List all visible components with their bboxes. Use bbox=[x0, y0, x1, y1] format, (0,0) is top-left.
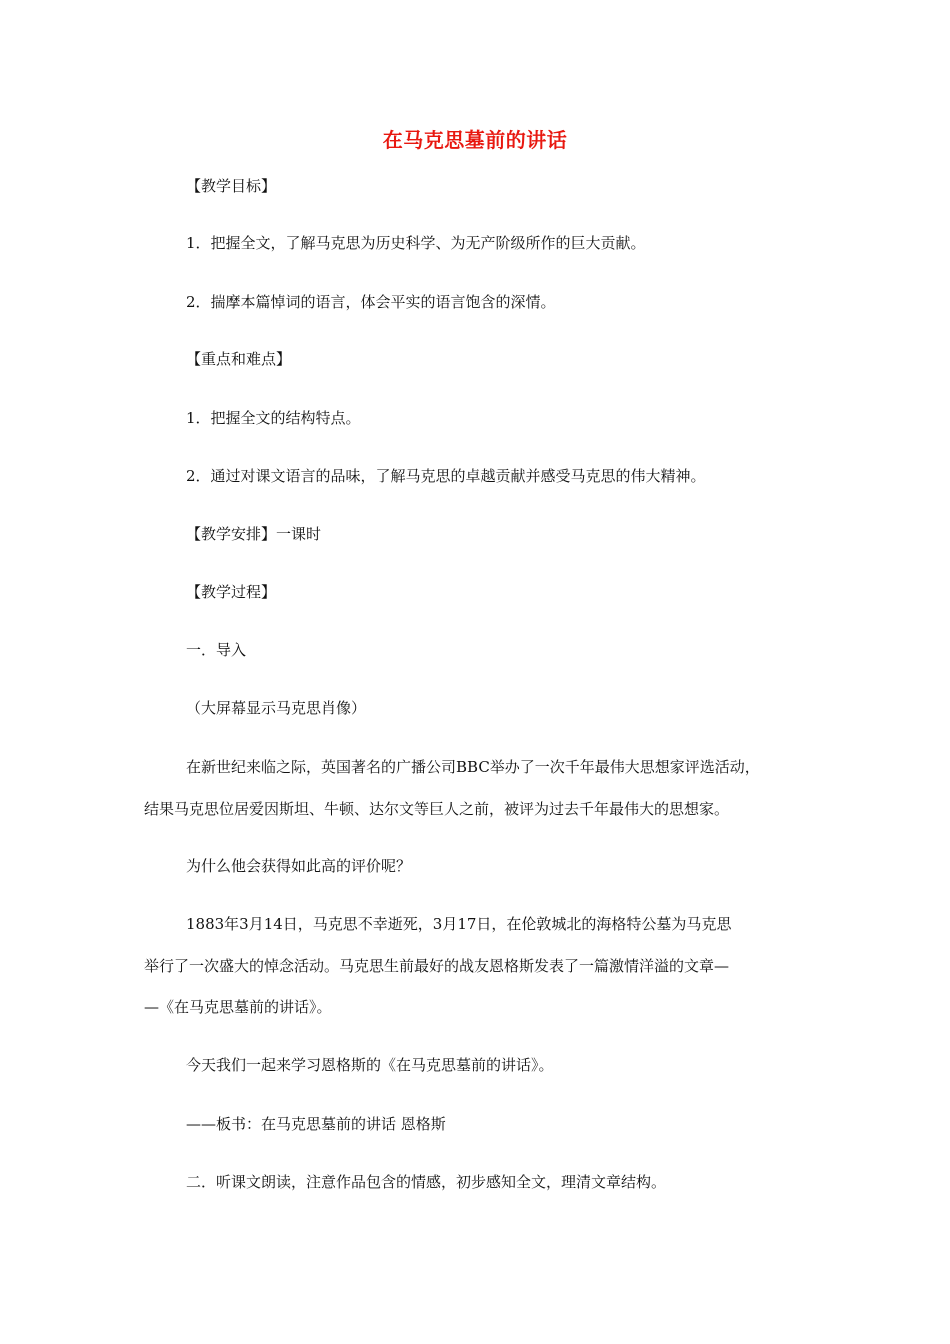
heading-key-points: 【重点和难点】 bbox=[186, 350, 292, 368]
document-title: 在马克思墓前的讲话 bbox=[382, 128, 568, 152]
paragraph-1883-line-1: 1883年3月14日，马克思不幸逝死，3月17日，在伦敦城北的海格特公墓为马克思 bbox=[186, 915, 732, 933]
heading-teaching-goals: 【教学目标】 bbox=[186, 177, 277, 195]
paragraph-bbc-line-2: 结果马克思位居爱因斯坦、牛顿、达尔文等巨人之前，被评为过去千年最伟大的思想家。 bbox=[144, 800, 730, 818]
paragraph-bbc-line-1: 在新世纪来临之际，英国著名的广播公司BBC举办了一次千年最伟大思想家评选活动， bbox=[186, 758, 760, 776]
section-listening: 二．听课文朗读，注意作品包含的情感，初步感知全文，理清文章结构。 bbox=[186, 1173, 667, 1191]
paragraph-1883-line-2: 举行了一次盛大的悼念活动。马克思生前最好的战友恩格斯发表了一篇激情洋溢的文章— bbox=[144, 957, 730, 975]
heading-arrangement: 【教学安排】一课时 bbox=[186, 525, 322, 543]
heading-process: 【教学过程】 bbox=[186, 583, 277, 601]
study-intro-line: 今天我们一起来学习恩格斯的《在马克思墓前的讲话》。 bbox=[186, 1056, 554, 1074]
goal-item-2: 2．揣摩本篇悼词的语言，体会平实的语言饱含的深情。 bbox=[186, 293, 556, 311]
goal-item-1: 1．把握全文，了解马克思为历史科学、为无产阶级所作的巨大贡献。 bbox=[186, 234, 646, 252]
section-intro: 一．导入 bbox=[186, 641, 247, 659]
paragraph-1883-line-3: —《在马克思墓前的讲话》。 bbox=[144, 998, 332, 1016]
question-line: 为什么他会获得如此高的评价呢？ bbox=[186, 857, 412, 875]
key-point-2: 2．通过对课文语言的品味，了解马克思的卓越贡献并感受马克思的伟大精神。 bbox=[186, 467, 706, 485]
key-point-1: 1．把握全文的结构特点。 bbox=[186, 409, 361, 427]
blackboard-line: ——板书：在马克思墓前的讲话 恩格斯 bbox=[186, 1115, 446, 1133]
stage-direction: （大屏幕显示马克思肖像） bbox=[186, 699, 367, 717]
